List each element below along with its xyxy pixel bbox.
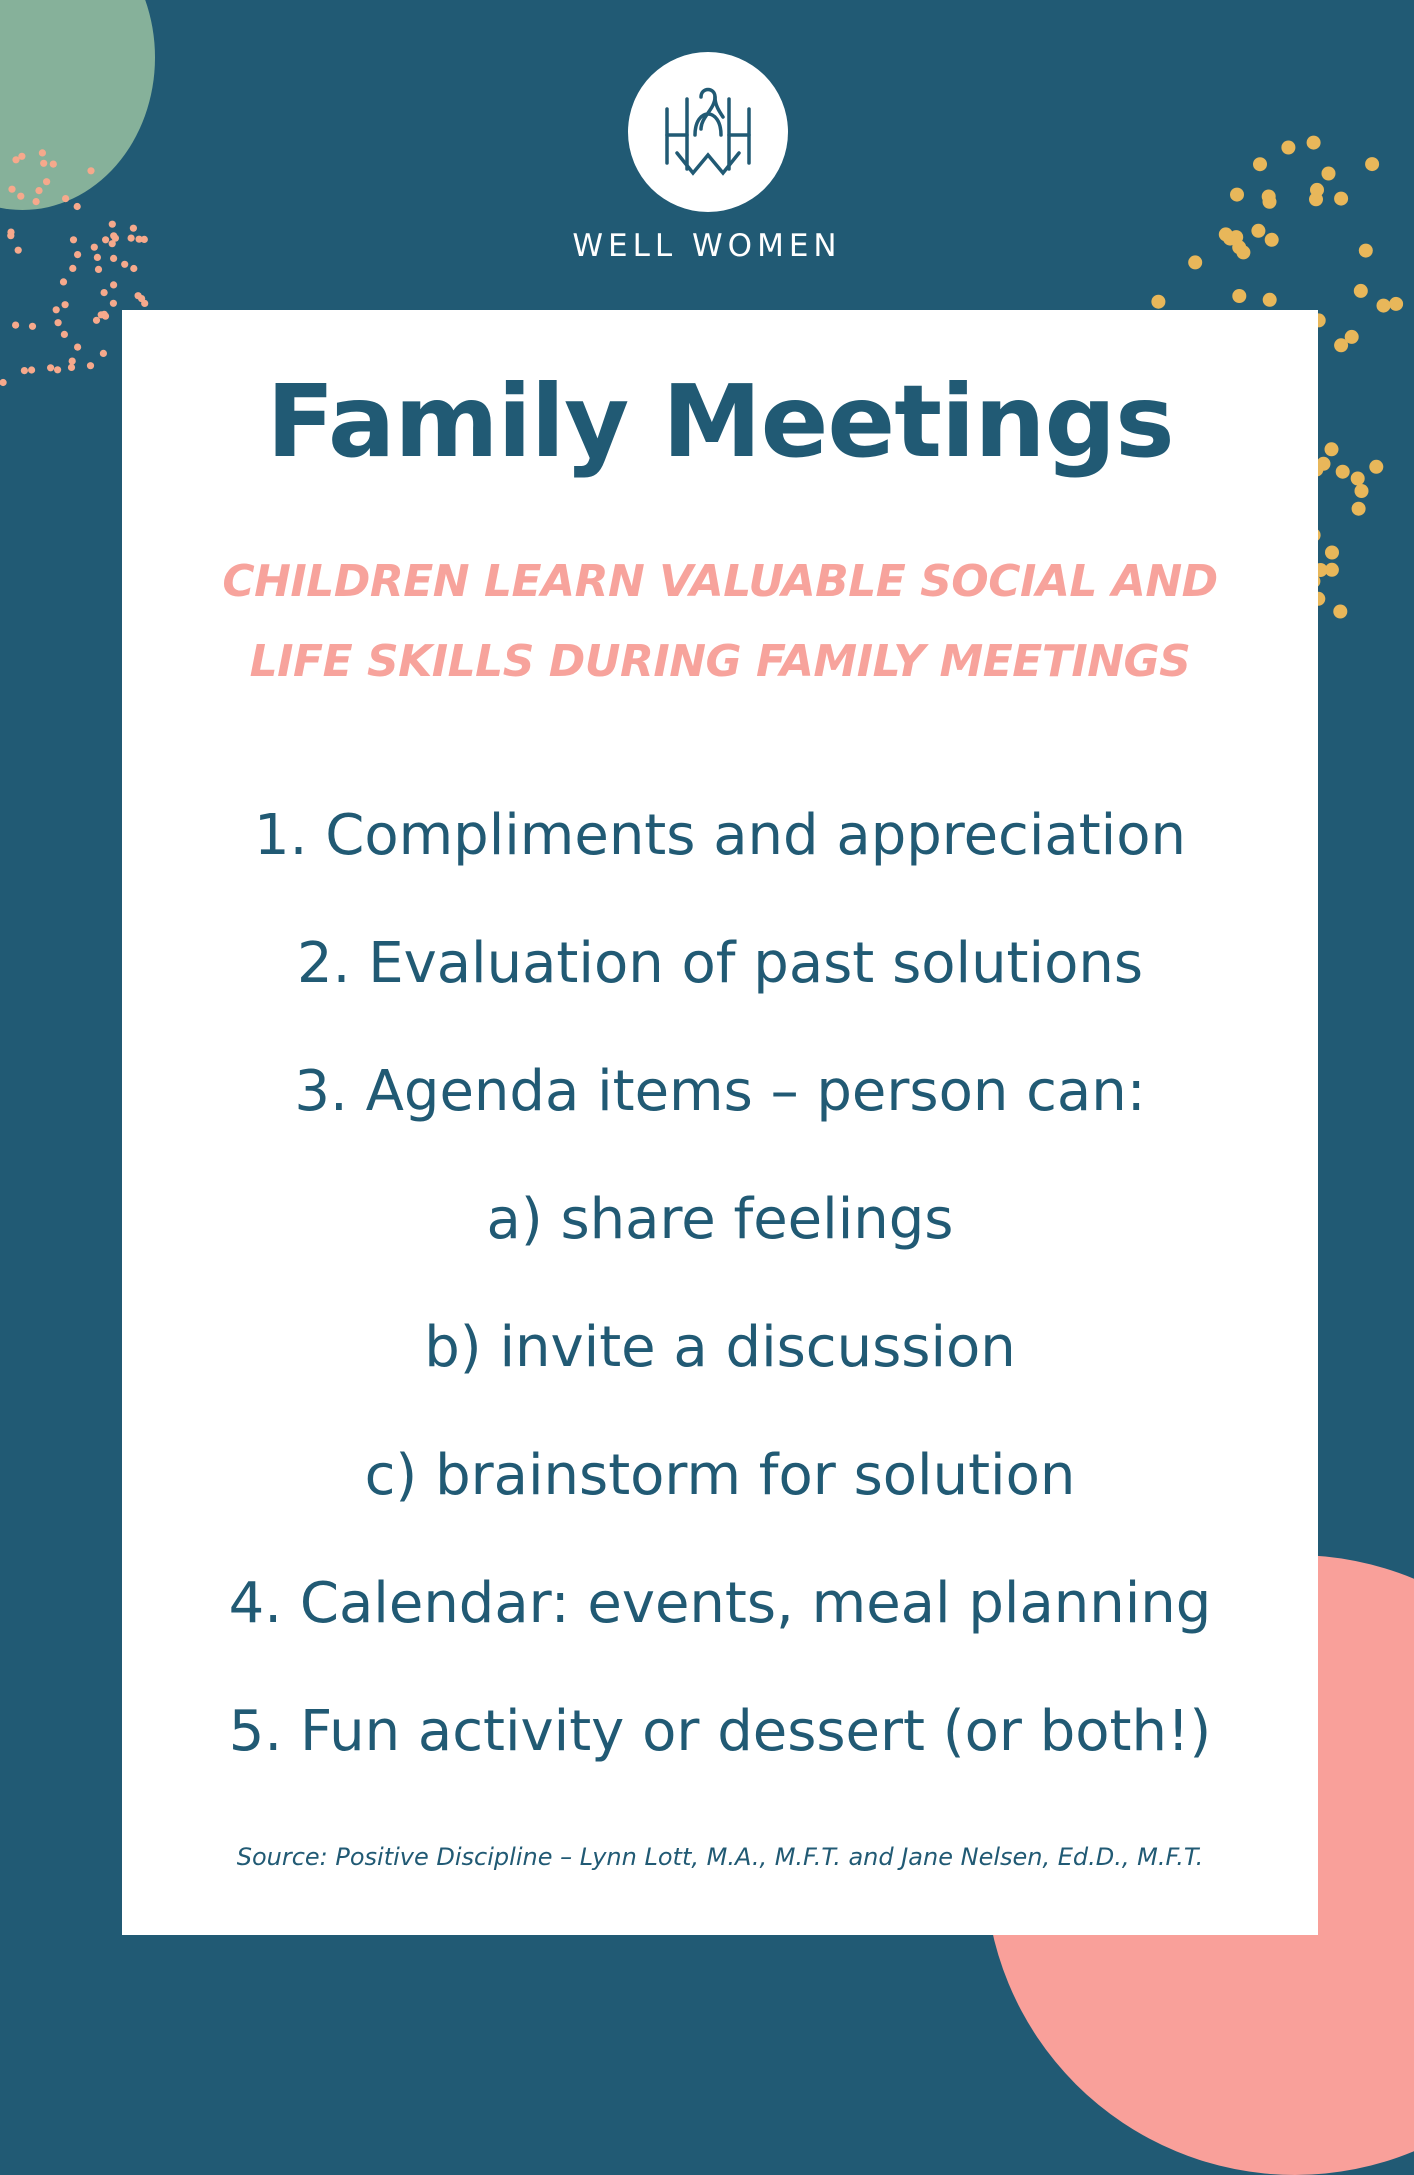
decorative-dot xyxy=(102,313,109,320)
decorative-dot xyxy=(47,364,54,371)
decorative-dot xyxy=(87,167,94,174)
decorative-dot xyxy=(74,344,81,351)
decorative-dot xyxy=(69,265,76,272)
decorative-dot xyxy=(1351,472,1365,486)
decorative-dot xyxy=(1336,465,1350,479)
decorative-dot xyxy=(1325,546,1339,560)
decorative-dot xyxy=(53,306,60,313)
poster-title: Family Meetings xyxy=(266,363,1174,480)
decorative-dot xyxy=(55,319,62,326)
list-item: b) invite a discussion xyxy=(424,1315,1016,1380)
decorative-dot xyxy=(54,366,61,373)
decorative-dot xyxy=(110,300,117,307)
subtitle-line: LIFE SKILLS DURING FAMILY MEETINGS xyxy=(249,636,1191,687)
source-citation: Source: Positive Discipline – Lynn Lott, M.A., M.F.T. and Jane Nelsen, Ed.D., M.F.T. xyxy=(236,1843,1204,1871)
decorative-dot xyxy=(1352,502,1366,516)
list-item: c) brainstorm for solution xyxy=(364,1443,1076,1508)
decorative-dot xyxy=(1263,195,1277,209)
subtitle-line: CHILDREN LEARN VALUABLE SOCIAL AND xyxy=(222,556,1218,607)
meeting-steps-list xyxy=(122,772,1318,1796)
decorative-dot xyxy=(1389,297,1403,311)
poster-subtitle xyxy=(122,542,1318,702)
decorative-dot xyxy=(95,266,102,273)
decorative-dot xyxy=(28,366,35,373)
decorative-dot xyxy=(93,317,100,324)
decorative-dot xyxy=(87,362,94,369)
decorative-dot xyxy=(110,281,117,288)
decorative-dot xyxy=(0,379,7,386)
decorative-dot xyxy=(1309,192,1323,206)
decorative-dot xyxy=(74,203,81,210)
decorative-dot xyxy=(43,178,50,185)
list-item: a) share feelings xyxy=(486,1187,954,1252)
decorative-dot xyxy=(1151,295,1165,309)
decorative-dot xyxy=(1263,293,1277,307)
decorative-dot xyxy=(1345,330,1359,344)
list-item: 4. Calendar: events, meal planning xyxy=(228,1571,1212,1636)
poster-card xyxy=(122,310,1318,1935)
decorative-dot xyxy=(109,221,116,228)
decorative-dot xyxy=(1333,605,1347,619)
well-women-monogram-icon xyxy=(653,77,763,187)
decorative-dot xyxy=(12,322,19,329)
decorative-dot xyxy=(1325,442,1339,456)
decorative-dot xyxy=(40,160,47,167)
list-item: 2. Evaluation of past solutions xyxy=(296,931,1143,996)
decorative-dot xyxy=(62,301,69,308)
decorative-dot xyxy=(61,331,68,338)
decorative-dot xyxy=(29,323,36,330)
list-item: 5. Fun activity or dessert (or both!) xyxy=(228,1699,1212,1764)
decorative-dot xyxy=(1230,188,1244,202)
decorative-dot xyxy=(68,364,75,371)
decorative-dot xyxy=(101,289,108,296)
brand-name: WELL WOMEN xyxy=(572,228,842,264)
decorative-dot xyxy=(130,265,137,272)
decorative-dot xyxy=(69,358,76,365)
decorative-dot xyxy=(50,161,57,168)
decorative-dot xyxy=(21,367,28,374)
decorative-dot xyxy=(1377,299,1391,313)
decorative-dot xyxy=(1334,192,1348,206)
list-item: 3. Agenda items – person can: xyxy=(294,1059,1146,1124)
decorative-dot xyxy=(1253,157,1267,171)
decorative-dot xyxy=(1281,141,1295,155)
decorative-dot xyxy=(1354,284,1368,298)
logo xyxy=(628,52,788,212)
decorative-dot xyxy=(17,193,24,200)
decorative-dot xyxy=(60,278,67,285)
list-item: 1. Compliments and appreciation xyxy=(254,803,1186,868)
decorative-dot xyxy=(1307,136,1321,150)
decorative-dot xyxy=(33,198,40,205)
decorative-dot xyxy=(141,300,148,307)
decorative-dot xyxy=(12,156,19,163)
decorative-dot xyxy=(8,186,15,193)
decorative-dot xyxy=(35,187,42,194)
decorative-dot xyxy=(1232,289,1246,303)
decorative-dot xyxy=(62,195,69,202)
decorative-dot xyxy=(100,350,107,357)
decorative-dot xyxy=(1365,157,1379,171)
decorative-dot xyxy=(1369,460,1383,474)
decorative-dot xyxy=(1355,484,1369,498)
decorative-dot xyxy=(1322,167,1336,181)
decorative-dot xyxy=(39,149,46,156)
